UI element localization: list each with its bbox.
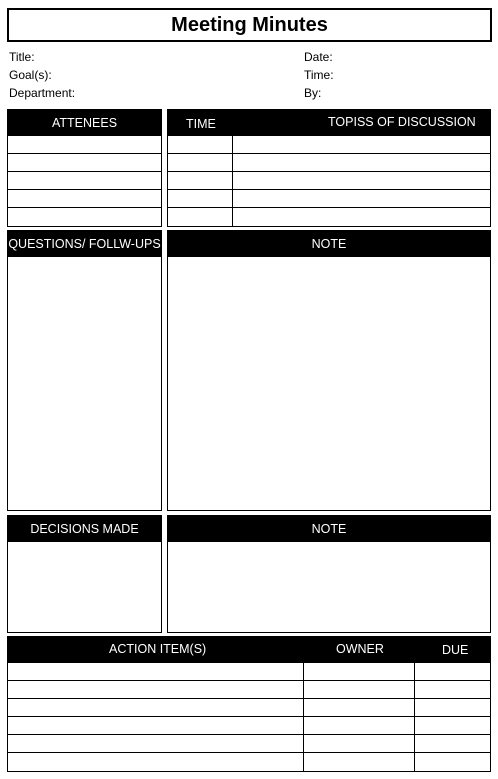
action-row[interactable] <box>8 717 490 735</box>
action-items-table <box>7 636 491 772</box>
action-row[interactable] <box>8 735 490 753</box>
page-title: Meeting Minutes <box>7 8 492 42</box>
time-header: TIME <box>186 117 216 131</box>
topics-row[interactable] <box>168 172 490 190</box>
topics-row[interactable] <box>168 154 490 172</box>
goals-label: Goal(s): <box>9 68 52 82</box>
topics-table <box>167 109 491 227</box>
attendees-header: ATTENEES <box>8 110 161 136</box>
action-item-header: ACTION ITEM(S) <box>109 642 207 656</box>
due-header: DUE <box>442 643 469 657</box>
topics-header: TOPISS OF DISCUSSION <box>328 115 476 129</box>
note-box[interactable] <box>167 230 491 511</box>
note-header-2: NOTE <box>168 516 490 542</box>
topics-row[interactable] <box>168 136 490 154</box>
action-row[interactable] <box>8 753 490 770</box>
topics-header-row <box>168 110 490 136</box>
note-header: NOTE <box>168 231 490 257</box>
by-label: By: <box>304 86 322 100</box>
action-row[interactable] <box>8 699 490 717</box>
questions-header: QUESTIONS/ FOLLW-UPS <box>8 231 161 257</box>
topics-row[interactable] <box>168 190 490 208</box>
attendees-row[interactable] <box>8 172 161 190</box>
action-row[interactable] <box>8 681 490 699</box>
action-items-header-row <box>8 637 490 663</box>
questions-box[interactable] <box>7 230 162 511</box>
action-row[interactable] <box>8 663 490 681</box>
note-box-2[interactable] <box>167 515 491 633</box>
owner-header: OWNER <box>336 642 384 656</box>
decisions-box[interactable] <box>7 515 162 633</box>
topics-row[interactable] <box>168 208 490 226</box>
attendees-row[interactable] <box>8 190 161 208</box>
column-divider <box>232 136 233 226</box>
attendees-row[interactable] <box>8 136 161 154</box>
decisions-header: DECISIONS MADE <box>8 516 161 542</box>
department-label: Department: <box>9 86 76 100</box>
column-divider <box>414 663 415 771</box>
date-label: Date: <box>304 50 333 64</box>
attendees-table <box>7 109 162 227</box>
title-label: Title: <box>9 50 35 64</box>
attendees-row[interactable] <box>8 154 161 172</box>
time-label: Time: <box>304 68 334 82</box>
column-divider <box>303 663 304 771</box>
attendees-row[interactable] <box>8 208 161 226</box>
